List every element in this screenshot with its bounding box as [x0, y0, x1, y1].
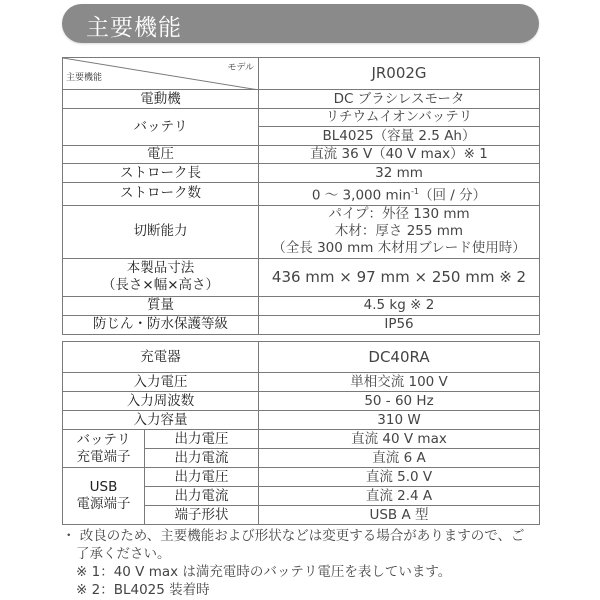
footnote-1: ※ 1：40 V max は満充電時のバッテリ電圧を表しています。	[76, 564, 452, 580]
row-value-battery-model: BL4025（容量 2.5 Ah）	[259, 127, 540, 146]
stroke-rate-main: 0 ～ 3,000 min	[311, 187, 411, 204]
row-label-usb-connector: 端子形状	[145, 506, 259, 525]
charger-model: DC40RA	[259, 342, 540, 373]
row-label-protection: 防じん・防水保護等級	[63, 315, 259, 334]
row-value-motor: DC ブラシレスモータ	[259, 90, 540, 109]
row-value-protection: IP56	[259, 315, 540, 334]
model-label: モデル	[227, 63, 254, 73]
row-value-cutting-capacity	[259, 205, 540, 258]
row-label-input-capacity: 入力容量	[63, 411, 259, 430]
section-title: 主要機能	[86, 15, 182, 41]
row-value-usb-connector: USB A 型	[259, 506, 540, 525]
dimensions-label: 本製品寸法	[126, 260, 195, 276]
row-value-usb-output-current: 直流 2.4 A	[259, 487, 540, 506]
battery-terminal-label-1: バッテリ	[76, 431, 131, 448]
table-row	[63, 90, 540, 109]
model-value: JR002G	[259, 58, 540, 90]
row-label-bt-output-current: 出力電流	[145, 449, 259, 468]
battery-terminal-label	[63, 430, 145, 468]
section-title-bar	[62, 4, 539, 43]
row-label-usb-output-voltage: 出力電圧	[145, 468, 259, 487]
diagonal-header-cell	[63, 58, 259, 90]
table-row	[63, 258, 540, 296]
row-value-stroke-length: 32 mm	[259, 164, 540, 183]
row-label-dimensions	[63, 258, 259, 296]
table-row	[63, 315, 540, 334]
table-row	[63, 411, 540, 430]
row-value-bt-output-current: 直流 6 A	[259, 449, 540, 468]
row-value-bt-output-voltage: 直流 40 V max	[259, 430, 540, 449]
spec-table	[62, 57, 540, 335]
table-row	[63, 373, 540, 392]
row-label-motor: 電動機	[63, 90, 259, 109]
row-label-cutting-capacity: 切断能力	[63, 205, 259, 258]
cutting-pipe: パイプ：外径 130 mm	[328, 206, 470, 222]
stroke-rate-tail: （回 / 分）	[418, 187, 487, 204]
battery-terminal-label-2: 充電端子	[76, 448, 131, 465]
usb-terminal-label	[63, 468, 145, 525]
cutting-note: （全長 300 mm 木材用ブレード使用時）	[272, 240, 526, 256]
dimensions-sublabel: （長さ×幅×高さ）	[101, 277, 220, 293]
row-label-stroke-rate: ストローク数	[63, 183, 259, 206]
row-value-input-voltage: 単相交流 100 V	[259, 373, 540, 392]
cutting-wood: 木材：厚さ 255 mm	[334, 223, 464, 239]
row-label-bt-output-voltage: 出力電圧	[145, 430, 259, 449]
row-label-usb-output-current: 出力電流	[145, 487, 259, 506]
row-value-dimensions: 436 mm × 97 mm × 250 mm ※ 2	[259, 258, 540, 296]
table-row	[63, 430, 540, 449]
footnotes	[62, 527, 562, 599]
charger-header-row	[63, 342, 540, 373]
table-row	[63, 296, 540, 315]
row-label-stroke-length: ストローク長	[63, 164, 259, 183]
row-value-battery-type: リチウムイオンバッテリ	[259, 109, 540, 127]
usb-terminal-label-2: 電源端子	[76, 496, 131, 512]
table-row	[63, 146, 540, 164]
row-value-input-frequency: 50 - 60 Hz	[259, 392, 540, 411]
table-row	[63, 392, 540, 411]
table-row	[63, 109, 540, 127]
footnote-2: ※ 2：BL4025 装着時	[76, 582, 210, 598]
disclaimer-line-2: 了承ください。	[76, 546, 171, 562]
row-value-stroke-rate	[259, 183, 540, 206]
row-value-weight: 4.5 kg ※ 2	[259, 296, 540, 315]
charger-table	[62, 341, 540, 525]
row-value-input-capacity: 310 W	[259, 411, 540, 430]
row-label-input-voltage: 入力電圧	[63, 373, 259, 392]
table-row	[63, 164, 540, 183]
stroke-rate-sup: -1	[410, 187, 419, 196]
table-row	[63, 468, 540, 487]
feature-label: 主要機能	[66, 73, 103, 83]
spec-header-row	[63, 58, 540, 90]
row-value-usb-output-voltage: 直流 5.0 V	[259, 468, 540, 487]
charger-label: 充電器	[63, 342, 259, 373]
table-row	[63, 205, 540, 258]
row-value-voltage: 直流 36 V（40 V max）※ 1	[259, 146, 540, 164]
usb-terminal-label-1: USB	[89, 479, 118, 495]
row-label-input-frequency: 入力周波数	[63, 392, 259, 411]
disclaimer-line-1: ・ 改良のため、主要機能および形状などは変更する場合がありますので、ご	[62, 528, 525, 544]
row-label-weight: 質量	[63, 296, 259, 315]
table-row	[63, 183, 540, 206]
row-label-battery: バッテリ	[63, 109, 259, 146]
row-label-voltage: 電圧	[63, 146, 259, 164]
